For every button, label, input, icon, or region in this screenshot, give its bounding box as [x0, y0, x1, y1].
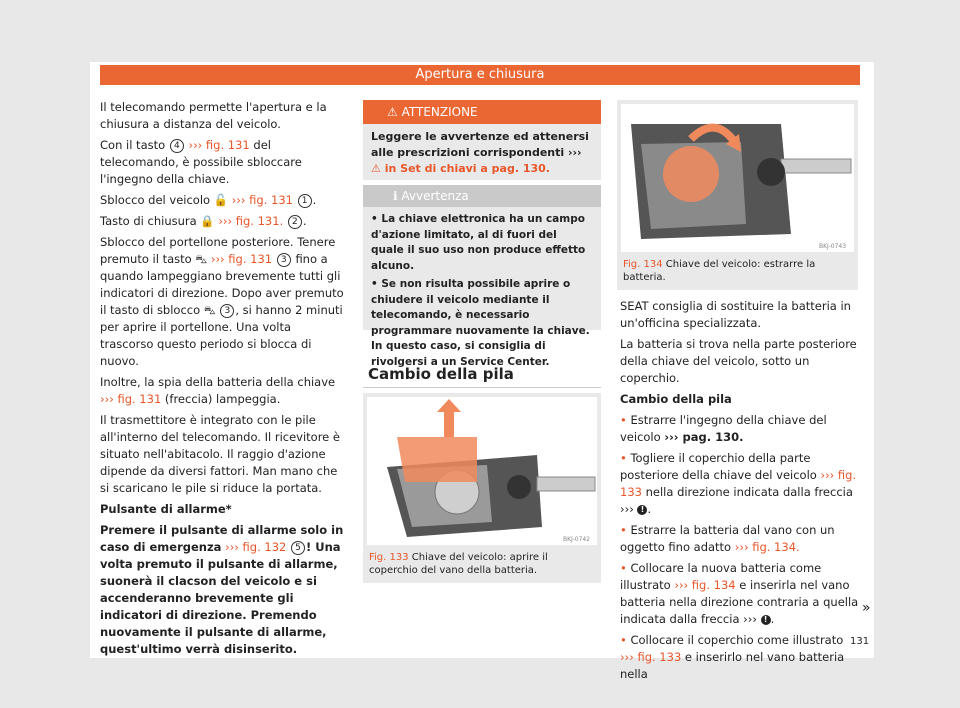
figure-link[interactable]: ››› fig. 131: [210, 252, 273, 266]
warning-triangle-icon: ⚠: [387, 105, 398, 119]
note-body: [363, 207, 601, 375]
list-item: • Estrarre l'ingegno della chiave del veicolo ››› pag. 130.: [620, 413, 827, 444]
figure-link[interactable]: ››› fig. 134.: [734, 540, 800, 554]
paragraph: Il telecomando permette l'apertura e la chiusura a distanza del veicolo.: [100, 100, 327, 131]
warning-dot-icon: !: [761, 615, 771, 625]
figure-134: [617, 100, 858, 290]
figure-caption: Fig. 134 Chiave del veicolo: estrarre la batteria.: [623, 259, 816, 283]
svg-text:BKJ-0743: BKJ-0743: [819, 243, 847, 250]
figure-link[interactable]: ››› fig. 131: [100, 392, 162, 406]
paragraph: Premere il pulsante di allarme solo in caso di emergenza ››› fig. 132 5 ! Una volta premuto il pulsante di allarme, suonerà il clacson del veicolo e si accenderanno brevemente gli indicatori di direzione. Premendo nuovamente il pulsante di allarme, quest'ultimo verrà disinserito.: [100, 523, 344, 656]
warning-triangle-icon: ⚠: [371, 162, 381, 175]
left-column: [100, 99, 346, 662]
paragraph: Sblocco del veicolo 🔓 ››› fig. 131 1 .: [100, 193, 317, 207]
callout-number: 3: [220, 304, 234, 318]
figure-image: [367, 397, 597, 545]
unlock-icon: 🔓: [213, 193, 229, 207]
figure-caption: Fig. 133 Chiave del veicolo: aprire il coperchio del vano della batteria.: [369, 552, 548, 576]
note-box: [363, 185, 601, 368]
svg-text:BKJ-0742: BKJ-0742: [563, 536, 591, 543]
callout-number: 4: [170, 139, 184, 153]
right-column: [620, 298, 860, 687]
callout-number: 3: [277, 253, 291, 267]
car-trunk-icon: ⛍: [195, 252, 208, 266]
warning-box: [363, 100, 601, 180]
page-link[interactable]: ››› pag. 130.: [664, 430, 744, 444]
next-page-marker: »: [862, 600, 871, 616]
warning-header: ⚠ ATTENZIONE: [363, 100, 601, 124]
warning-dot-icon: !: [637, 505, 647, 515]
page-header-title: Apertura e chiusura: [415, 67, 545, 82]
figure-link[interactable]: ››› fig. 131.: [218, 214, 284, 228]
subheading: Pulsante di allarme*: [100, 502, 232, 516]
figure-link[interactable]: ››› fig. 131: [188, 138, 250, 152]
page-number: 131: [850, 636, 870, 647]
figure-link[interactable]: ››› fig. 132: [225, 540, 287, 554]
callout-number: 2: [288, 215, 302, 229]
section-title: Cambio della pila: [368, 365, 514, 383]
lock-icon: 🔒: [200, 214, 215, 228]
list-item: • Collocare la nuova batteria come illustrato ››› fig. 134 e inserirla nel vano batteria nella direzione contraria a quella indicata dalla freccia ››› ! .: [620, 561, 859, 626]
info-icon: ℹ: [393, 189, 398, 203]
page-header-band: [100, 65, 860, 85]
callout-number: 5: [291, 541, 305, 555]
section-link[interactable]: in Set di chiavi a pag. 130.: [384, 162, 550, 175]
note-header: ℹ Avvertenza: [363, 185, 601, 207]
list-item: • Collocare il coperchio come illustrato ››› fig. 133 e inserirlo nel vano batteria nella: [620, 633, 845, 681]
figure-image: [621, 104, 854, 252]
paragraph: SEAT consiglia di sostituire la batteria in un'officina specializzata.: [620, 299, 851, 330]
figure-link[interactable]: ››› fig. 134: [674, 578, 736, 592]
list-item: • Estrarre la batteria dal vano con un oggetto fino adatto ››› fig. 134.: [620, 523, 835, 554]
figure-link[interactable]: ››› fig. 133: [620, 650, 682, 664]
list-item: • Se non risulta possibile aprire o chiudere il veicolo mediante il telecomando, è necessario programmare nuovamente la chiave. In questo caso, si consiglia di rivolgersi a un Service Center.: [371, 278, 590, 368]
figure-link[interactable]: ››› fig. 133: [620, 468, 857, 499]
paragraph: Inoltre, la spia della batteria della chiave ››› fig. 131 (freccia) lampeggia.: [100, 375, 336, 406]
divider: [363, 387, 601, 388]
figure-133: [363, 393, 601, 583]
paragraph: Sblocco del portellone posteriore. Tenere premuto il tasto ⛍ ››› fig. 131 3 fino a quando lampeggiano brevemente tutti gli indicatori di direzione. Dopo aver premuto il tasto di sblocco ⛍ 3 , si hanno 2 minuti per aprire il portellone. Una volta trascorso questo periodo si blocca di nuovo.: [100, 235, 344, 368]
key-battery-cover-illustration: [367, 397, 597, 545]
paragraph: Tasto di chiusura 🔒 ››› fig. 131. 2 .: [100, 214, 307, 228]
paragraph: La batteria si trova nella parte posteriore della chiave del veicolo, sotto un coperchio.: [620, 337, 857, 385]
figure-link[interactable]: ››› fig. 131: [231, 193, 293, 207]
subheading: Cambio della pila: [620, 392, 732, 406]
list-item: • Togliere il coperchio della parte posteriore della chiave del veicolo ››› fig. 133 nella direzione indicata dalla freccia ››› ! .: [620, 451, 857, 516]
paragraph: Il trasmettitore è integrato con le pile all'interno del telecomando. Il ricevitore è situato nell'abitacolo. Il raggio d'azione dipende da diversi fattori. Man mano che si scaricano le pile si riduce la portata.: [100, 413, 340, 495]
callout-number: 1: [298, 194, 312, 208]
paragraph: Con il tasto 4 ››› fig. 131 del telecomando, è possibile sbloccare l'ingegno della chiave.: [100, 138, 302, 186]
list-item: • La chiave elettronica ha un campo d'azione limitato, al di fuori del quale il suo uso non produce effetto alcuno.: [371, 213, 586, 272]
warning-body: Leggere le avvertenze ed attenersi alle prescrizioni corrispondenti ››› ⚠ in Set di chiavi a pag. 130.: [371, 130, 589, 175]
car-trunk-icon: ⛍: [203, 303, 216, 317]
key-battery-removal-illustration: [621, 104, 854, 252]
